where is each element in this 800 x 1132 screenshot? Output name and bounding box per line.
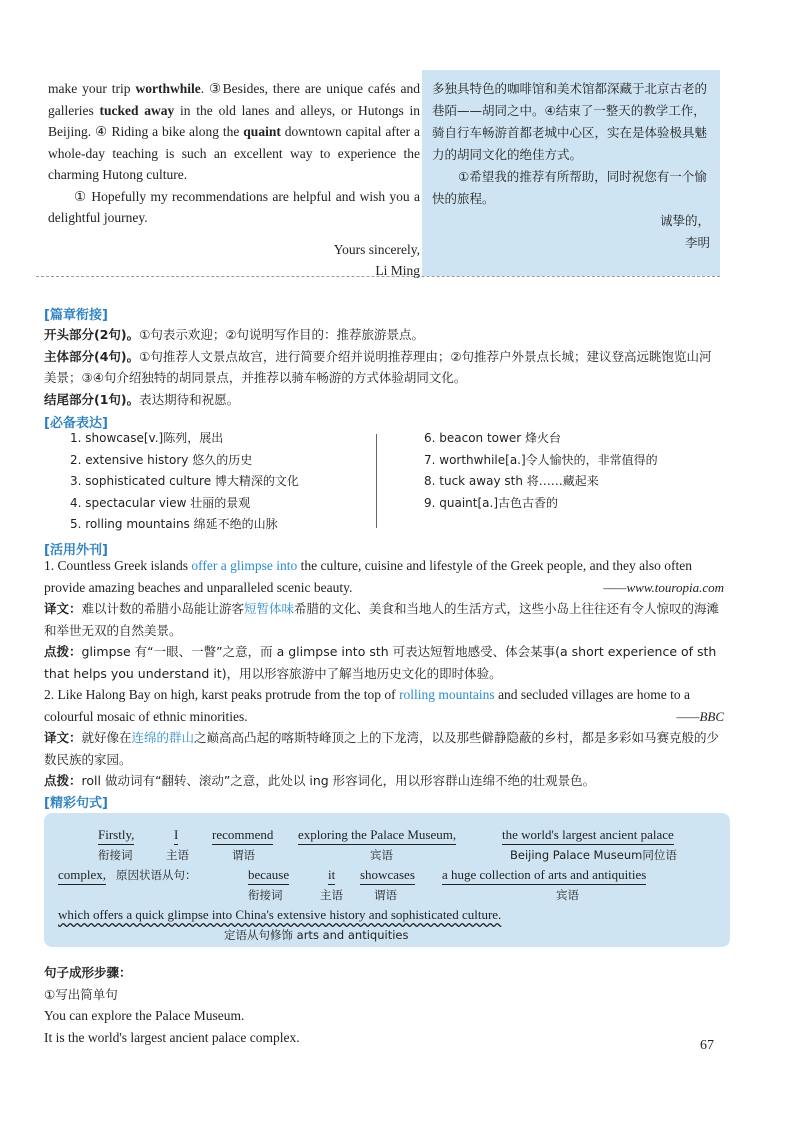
expression-item: 4. spectacular view 壮丽的景观: [70, 495, 251, 510]
letter-keyword: quaint: [243, 124, 281, 139]
expression-item: 3. sophisticated culture 博大精深的文化: [70, 474, 299, 488]
analysis-word-showcases: showcases: [360, 867, 415, 885]
letter-chinese-paragraph: 多独具特色的咖啡馆和美术馆都深藏于北京古老的巷陌——胡同之中。④结束了一整天的教学工作，骑自行车畅游首都老城中心区，实在是体验极具魅力的胡同文化的绝佳方式。: [432, 81, 708, 162]
letter-chinese-closing: 诚挚的，: [659, 213, 710, 228]
expression-item: 6. beacon tower 烽火台: [424, 431, 561, 445]
expression-item: 7. worthwhile[a.]令人愉快的，非常值得的: [424, 452, 658, 467]
steps-step-1: ①写出简单句: [44, 986, 118, 1002]
analysis-label-object-2: 宾语: [556, 888, 579, 902]
letter-english-paragraph-2: ① Hopefully my recommendations are helpful and wish you a delightful journey.: [48, 188, 420, 225]
structure-body: [44, 324, 724, 410]
page-number: 67: [700, 1038, 714, 1053]
example-2: 2. Like Halong Bay on high, karst peaks protrude from the top of rolling mountains and secluded villages are home to a colourful mosaic of ethnic minorities. ——BBC: [44, 684, 724, 727]
analysis-word-collection: a huge collection of arts and antiquities: [442, 867, 646, 885]
letter-signature: Li Ming: [375, 263, 420, 278]
sentence-steps: [44, 962, 724, 1048]
analysis-word-i: I: [174, 827, 178, 845]
letter-text-run: make your trip: [48, 81, 136, 96]
expression-item: 5. rolling mountains 绵延不绝的山脉: [70, 517, 278, 531]
translation-2: 译文：就好像在连绵的群山之巅高高凸起的喀斯特峰顶之上的下龙湾，以及那些僻静隐蔽的乡村，都是多彩如马赛克般的少数民族的家园。: [44, 730, 720, 767]
example-1: 1. Countless Greek islands offer a glimpse into the culture, cuisine and lifestyle of the Greek people, and they also often provide amazing beaches and unparalleled scenic beauty. ——www.touropia.com: [44, 555, 724, 598]
translation-1: 译文：难以计数的希腊小岛能让游客短暂体味希腊的文化、美食和当地人的生活方式，这些小岛上往往还有令人惊叹的海滩和举世无双的自然美景。: [44, 601, 720, 638]
expression-item: 8. tuck away sth 将……藏起来: [424, 474, 599, 488]
analysis-label-predicate: 谓语: [232, 848, 255, 862]
section-heading-examples: [活用外刊]: [44, 543, 108, 558]
expressions-right-column: [424, 428, 724, 514]
example-2-source: ——BBC: [676, 708, 724, 724]
note-2: 点拨：roll 做动词有“翻转、滚动”之意，此处以 ing 形容词化，用以形容群山连绵不绝的壮观景色。: [44, 773, 596, 788]
expressions-left-column: [70, 428, 370, 536]
expression-item: 2. extensive history 悠久的历史: [70, 452, 253, 467]
analysis-label-connective: 衔接词: [98, 848, 133, 862]
letter-closing: Yours sincerely,: [333, 241, 420, 257]
expression-item: 9. quaint[a.]古色古香的: [424, 495, 559, 510]
letter-keyword: worthwhile: [135, 81, 201, 96]
note-1: 点拨：glimpse 有“一眼、一瞥”之意，而 a glimpse into sth 可表达短暂地感受、体会某事(a short experience of sth that helps you understand it)，用以形容旅游中了解当地历史文化的即时体验。: [44, 644, 717, 681]
letter-english-paragraph: [48, 78, 420, 186]
analysis-word-object: exploring the Palace Museum,: [298, 827, 456, 845]
steps-sentence-1: You can explore the Palace Museum.: [44, 1008, 245, 1023]
letter-chinese-paragraph-2: ①希望我的推荐有所帮助，同时祝您有一个愉快的旅程。: [432, 169, 707, 206]
letter-english: [48, 78, 420, 282]
sentence-analysis-box: [44, 813, 730, 947]
structure-opening: 开头部分(2句)。①句表示欢迎；②句说明写作目的：推荐旅游景点。: [44, 327, 425, 342]
analysis-label-subject-2: 主语: [320, 888, 343, 902]
analysis-word-it: it: [328, 867, 335, 885]
steps-title: 句子成形步骤：: [44, 965, 132, 980]
analysis-label-appositive: Beijing Palace Museum同位语: [510, 848, 677, 862]
analysis-relative-clause: which offers a quick glimpse into China's extensive history and sophisticated culture.: [58, 907, 502, 922]
letter-chinese-signature: 李明: [684, 235, 710, 250]
section-heading-expressions: [必备表达]: [44, 416, 108, 431]
analysis-word-because: because: [248, 867, 289, 885]
steps-sentence-2: It is the world's largest ancient palace complex.: [44, 1029, 300, 1045]
structure-ending: 结尾部分(1句)。表达期待和祝愿。: [44, 391, 240, 407]
analysis-label-relative-clause: 定语从句修饰 arts and antiquities: [224, 928, 409, 942]
letter-text-run: . ③Besides, there are unique cafés and galleries: [48, 81, 420, 118]
analysis-word-complex: complex,: [58, 867, 106, 885]
section-heading-sentence: [精彩句式]: [44, 796, 108, 811]
letter-keyword: tucked away: [99, 102, 175, 118]
analysis-label-predicate-2: 谓语: [374, 888, 397, 902]
analysis-label-subject: 主语: [166, 848, 189, 862]
analysis-label-object: 宾语: [370, 848, 393, 862]
analysis-cause-clause-label: 原因状语从句：: [116, 868, 197, 882]
analysis-word-appositive: the world's largest ancient palace: [502, 827, 674, 845]
example-1-source: ——www.touropia.com: [603, 579, 724, 595]
expressions-divider: [376, 434, 377, 528]
structure-main: 主体部分(4句)。①句推荐人文景点故宫，进行简要介绍并说明推荐理由；②句推荐户外景点长城；建议登高远眺饱览山河美景；③④句介绍独特的胡同景点，并推荐以骑车畅游的方式体验胡同文化。: [44, 348, 712, 385]
examples-block: [44, 555, 724, 792]
analysis-word-firstly: Firstly,: [98, 827, 134, 845]
letter-text-run: in the old lanes and alleys, or Hutongs in Beijing. ④ Riding a bike along the: [48, 102, 420, 139]
expression-item: 1. showcase[v.]陈列，展出: [70, 431, 224, 445]
analysis-label-connective-2: 衔接词: [248, 888, 283, 902]
letter-box: [36, 70, 720, 277]
letter-chinese-panel: [422, 70, 720, 276]
section-heading-structure: [篇章衔接]: [44, 308, 108, 323]
analysis-word-recommend: recommend: [212, 827, 273, 845]
letter-text-run: downtown capital after a whole-day teaching is such an excellent way to experience the charming Hutong culture.: [48, 124, 421, 182]
